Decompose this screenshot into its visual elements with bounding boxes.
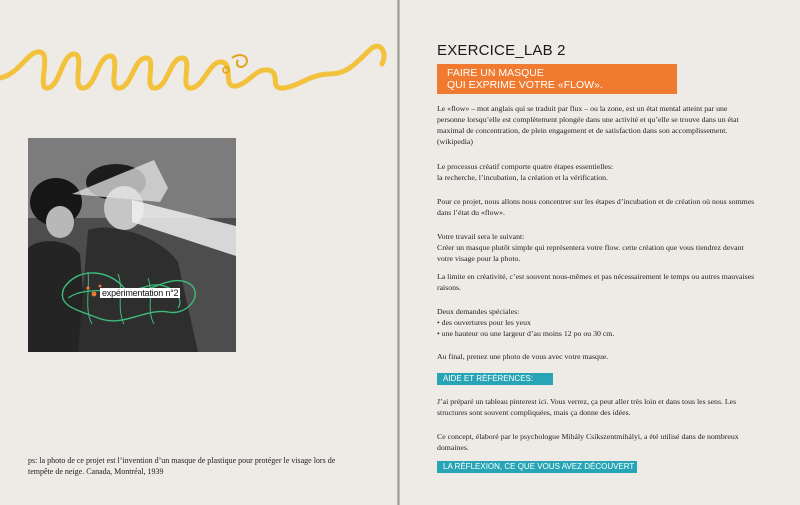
- text-line: votre visage pour la photo.: [437, 254, 521, 263]
- text-line: • une hauteur ou une largeur d’au moins 12 po ou 30 cm.: [437, 329, 615, 338]
- text-line: Créer un masque plutôt simple qui représentera votre flow. cette création que vous tiendrez devant: [437, 243, 744, 252]
- text-line: raisons.: [437, 283, 462, 292]
- exercise-title: EXERCICE_LAB 2: [437, 42, 566, 59]
- aide-references-heading: [437, 373, 553, 385]
- paragraph-flow-definition: [437, 103, 767, 147]
- photo-caption: [28, 455, 358, 477]
- photo-label: expérimentation n°2: [102, 288, 179, 298]
- text-line: maximal de concentration, de plein engagement et de satisfaction dans son accomplissement.: [437, 126, 728, 135]
- text-line: (wikipedia): [437, 137, 473, 146]
- paragraph-project-focus: [437, 196, 767, 218]
- text-line: Le processus créatif comporte quatre étapes essentielles:: [437, 162, 614, 171]
- aide-references-label: AIDE ET RÉFÉRENCES:: [443, 374, 534, 383]
- text-line: • des ouvertures pour les yeux: [437, 318, 531, 327]
- text-line: Votre travail sera le suivant:: [437, 232, 525, 241]
- left-page: [0, 0, 398, 505]
- paragraph-assignment: [437, 231, 767, 264]
- text-line: Pour ce projet, nous allons nous concentrer sur les étapes d’incubation et de création où nous sommes: [437, 197, 755, 206]
- paragraph-creative-process: [437, 161, 767, 183]
- text-line: structures sont souvent compliquées, mais ça donne des idées.: [437, 408, 631, 417]
- masks-photo: [28, 138, 236, 352]
- paragraph-final-photo: Au final, prenez une photo de vous avec votre masque.: [437, 352, 609, 361]
- paragraph-pinterest: [437, 396, 767, 418]
- text-line: La limite en créativité, c’est souvent nous-mêmes et pas nécessairement le temps ou autres mauvaises: [437, 272, 755, 281]
- text-line: domaines.: [437, 443, 469, 452]
- main-heading-line2: QUI EXPRIME VOTRE «FLOW».: [447, 79, 603, 91]
- text-line: la recherche, l’incubation, la création et la vérification.: [437, 173, 609, 182]
- reflexion-label: LA RÉFLEXION, CE QUE VOUS AVEZ DÉCOUVERT: [443, 462, 635, 471]
- text-line: Ce concept, élaboré par le psychologue Mihály Csíkszentmihályi, a été utilisé dans de nombreux: [437, 432, 739, 441]
- text-line: J’ai préparé un tableau pinterest ici. Vous verrez, ça peut aller très loin et dans tous les sens. Les: [437, 397, 737, 406]
- text-line: personne lorsqu’elle est complètement plongée dans une activité et qu’elle se trouve dans un état: [437, 115, 739, 124]
- reflexion-heading: [437, 461, 637, 473]
- main-heading-box: [437, 64, 677, 94]
- text-line: Deux demandes spéciales:: [437, 307, 520, 316]
- caption-line: tempête de neige. Canada, Montréal, 1939: [28, 467, 164, 476]
- yellow-scribble-decoration: [0, 30, 400, 110]
- paragraph-creativity-limit: [437, 271, 767, 293]
- main-heading-line1: FAIRE UN MASQUE: [447, 67, 544, 79]
- text-line: dans l’état du «flow».: [437, 208, 505, 217]
- text-line: Le «flow» – mot anglais qui se traduit par flux – ou la zone, est un état mental atteint par une: [437, 104, 728, 113]
- paragraph-special-requests: [437, 306, 767, 339]
- caption-line: ps: la photo de ce projet est l’invention d’un masque de plastique pour protéger le visage lors de: [28, 456, 336, 465]
- paragraph-concept: [437, 431, 767, 453]
